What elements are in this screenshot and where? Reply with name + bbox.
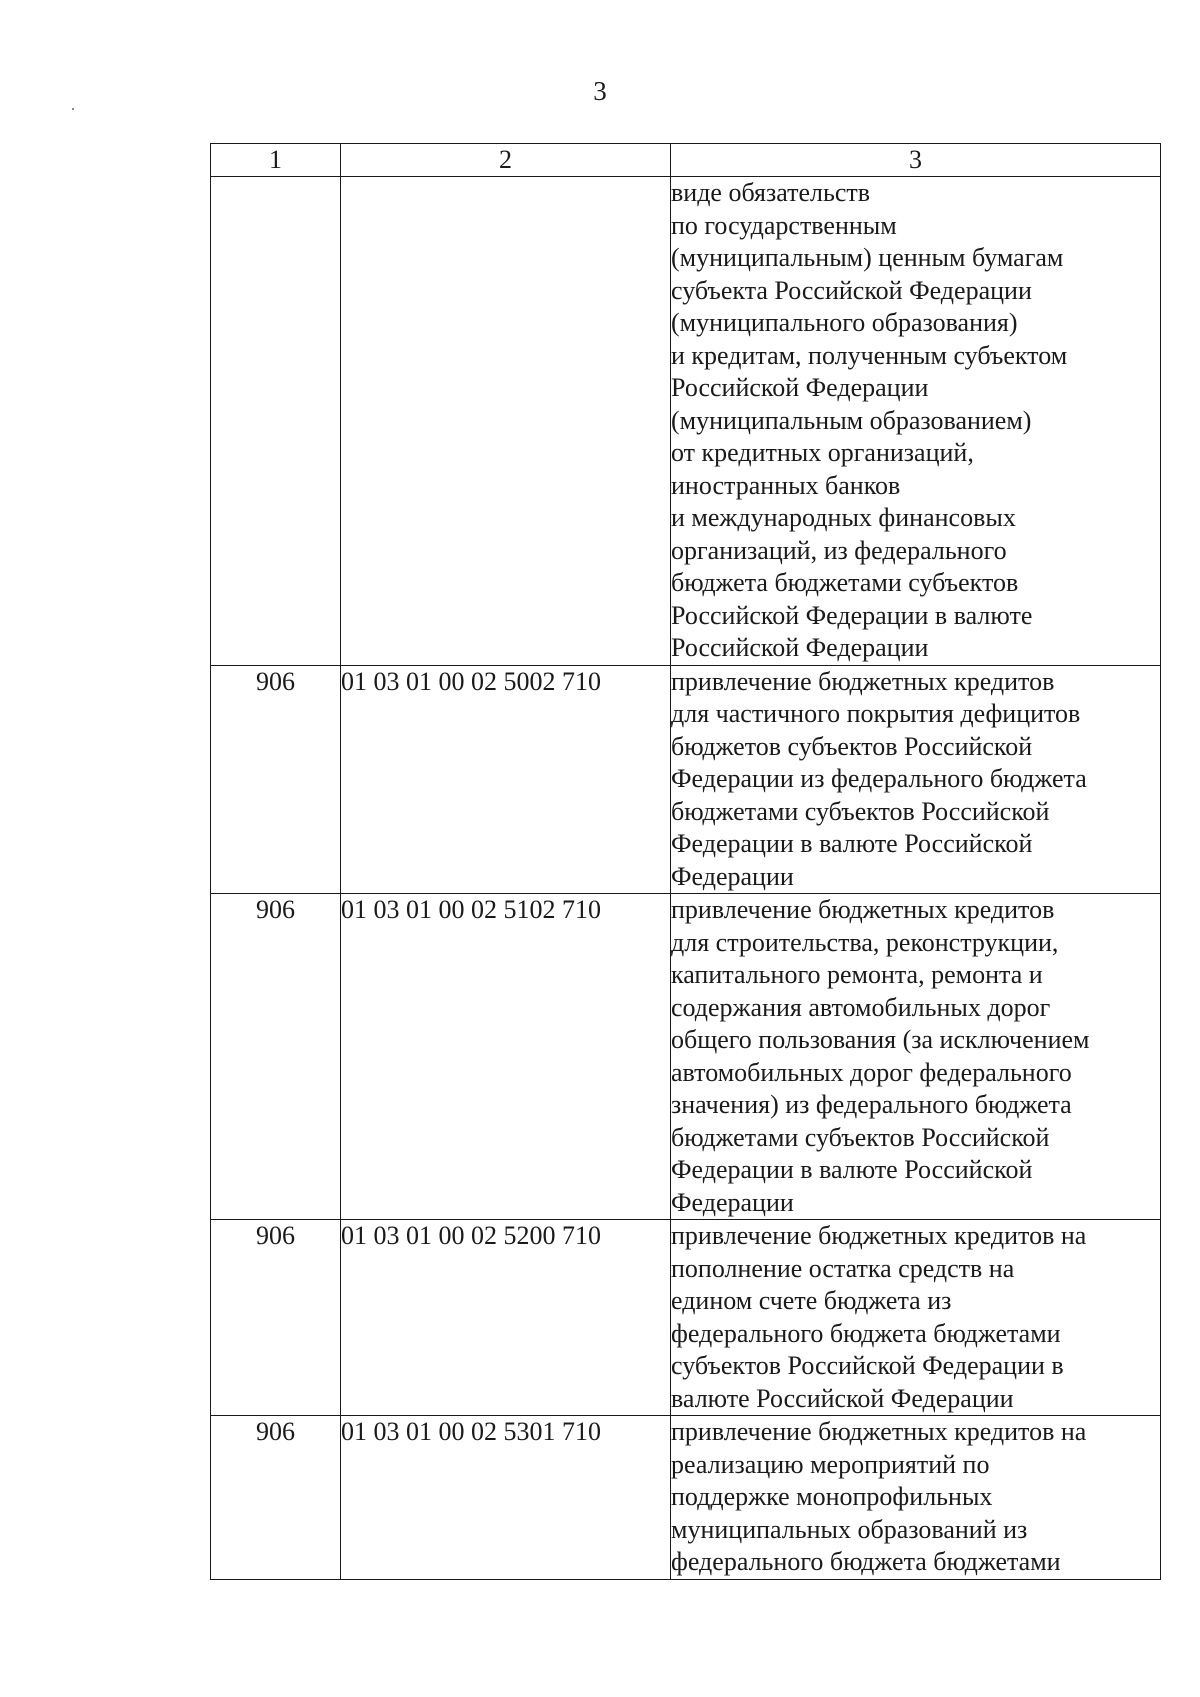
description-line: привлечение бюджетных кредитов xyxy=(671,666,1055,696)
description-line: Федерации из федерального бюджета xyxy=(671,764,1087,793)
description-line: Федерации xyxy=(671,861,794,891)
description-line: Российской Федерации xyxy=(671,633,929,662)
description-cell xyxy=(671,177,1161,666)
description-line: Федерации в валюте Российской xyxy=(671,829,1033,858)
table-header-row xyxy=(211,144,1161,177)
admin-code-cell: 906 xyxy=(211,1220,341,1416)
description-line: содержания автомобильных дорог xyxy=(671,992,1051,1022)
scan-dot xyxy=(72,108,74,110)
description-line: (муниципальным образованием) xyxy=(671,405,1032,435)
description-line: для частичного покрытия дефицитов xyxy=(671,699,1081,728)
admin-code-cell: 906 xyxy=(211,665,341,894)
description-line: пополнение остатка средств на xyxy=(671,1253,1015,1283)
budget-code-cell: 01 03 01 00 02 5102 710 xyxy=(341,894,671,1220)
table-row xyxy=(211,665,1161,894)
description-line: едином счете бюджета из xyxy=(671,1286,952,1315)
description-line: поддержке монопрофильных xyxy=(671,1482,993,1511)
description-line: виде обязательств xyxy=(671,178,871,207)
budget-codes-table xyxy=(210,143,1161,1580)
table-row xyxy=(211,1220,1161,1416)
description-line: субъектов Российской Федерации в xyxy=(671,1351,1064,1380)
budget-code-cell xyxy=(341,177,671,666)
description-line: реализацию мероприятий по xyxy=(671,1449,990,1479)
table-row xyxy=(211,177,1161,666)
description-line: общего пользования (за исключением xyxy=(671,1025,1090,1054)
header-col-3: 3 xyxy=(671,144,1161,177)
description-line: привлечение бюджетных кредитов на xyxy=(671,1417,1087,1446)
description-line: привлечение бюджетных кредитов на xyxy=(671,1221,1087,1250)
description-line: и кредитам, полученным субъектом xyxy=(671,340,1068,370)
description-line: Федерации в валюте Российской xyxy=(671,1155,1033,1184)
description-line: (муниципального образования) xyxy=(671,308,1018,337)
page-number: 3 xyxy=(593,76,607,106)
budget-code-cell: 01 03 01 00 02 5301 710 xyxy=(341,1416,671,1580)
description-line: и международных финансовых xyxy=(671,503,1016,532)
description-line: капитального ремонта, ремонта и xyxy=(671,960,1043,989)
description-line: валюте Российской Федерации xyxy=(671,1383,1014,1413)
header-col-1: 1 xyxy=(211,144,341,177)
description-cell xyxy=(671,1220,1161,1416)
description-line: Российской Федерации в валюте xyxy=(671,600,1033,630)
budget-code-cell: 01 03 01 00 02 5200 710 xyxy=(341,1220,671,1416)
description-line: муниципальных образований из xyxy=(671,1514,1028,1544)
admin-code-cell: 906 xyxy=(211,894,341,1220)
description-line: по государственным xyxy=(671,210,897,240)
table-row xyxy=(211,1416,1161,1580)
description-line: организаций, из федерального xyxy=(671,535,1007,565)
header-col-2: 2 xyxy=(341,144,671,177)
table-row xyxy=(211,894,1161,1220)
description-line: субъекта Российской Федерации xyxy=(671,275,1032,305)
description-line: значения) из федерального бюджета xyxy=(671,1090,1072,1119)
description-cell xyxy=(671,1416,1161,1580)
description-cell xyxy=(671,665,1161,894)
description-line: бюджетов субъектов Российской xyxy=(671,731,1033,761)
description-line: автомобильных дорог федерального xyxy=(671,1057,1072,1087)
description-line: для строительства, реконструкции, xyxy=(671,927,1059,957)
budget-code-cell: 01 03 01 00 02 5002 710 xyxy=(341,665,671,894)
description-line: Федерации xyxy=(671,1187,794,1217)
description-line: Российской Федерации xyxy=(671,373,929,402)
description-line: бюджетами субъектов Российской xyxy=(671,796,1050,826)
description-line: иностранных банков xyxy=(671,470,901,500)
description-line: бюджетами субъектов Российской xyxy=(671,1122,1050,1152)
admin-code-cell: 906 xyxy=(211,1416,341,1580)
description-line: бюджета бюджетами субъектов xyxy=(671,568,1019,597)
admin-code-cell xyxy=(211,177,341,666)
description-line: от кредитных организаций, xyxy=(671,438,974,467)
description-line: (муниципальным) ценным бумагам xyxy=(671,243,1064,272)
description-line: федерального бюджета бюджетами xyxy=(671,1547,1061,1576)
description-line: федерального бюджета бюджетами xyxy=(671,1318,1061,1348)
description-line: привлечение бюджетных кредитов xyxy=(671,895,1055,924)
description-cell xyxy=(671,894,1161,1220)
